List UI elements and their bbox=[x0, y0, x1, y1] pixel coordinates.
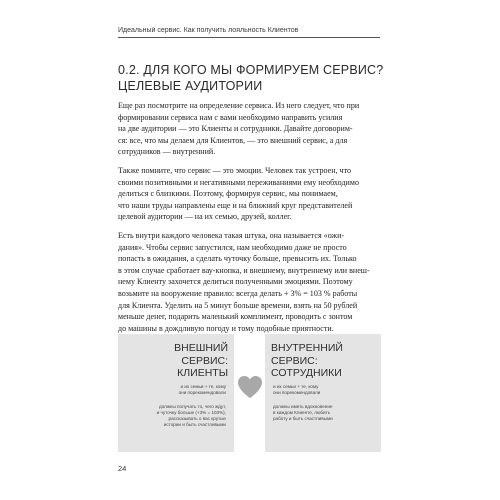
text-line: Есть внутри каждого человека такая штука, она называется «ожи- bbox=[118, 230, 345, 240]
text-line: сотрудников — внутренний. bbox=[118, 147, 216, 157]
panel-note-expectations bbox=[140, 404, 226, 428]
panel-note-audience bbox=[273, 384, 359, 396]
text-line: меньше денег, подарить маленький комплимент, проводить с зонтом bbox=[118, 312, 353, 322]
text-line: что наши труды направлены еще и на ближний круг представителей bbox=[118, 200, 353, 210]
panel-note-inspiration bbox=[273, 404, 359, 422]
text-line: в этом случае сработает вау-кнопка, и внешнему, внутреннему или внеш- bbox=[118, 265, 370, 275]
panel-title-line: СОТРУДНИКИ bbox=[271, 367, 342, 379]
body-text bbox=[118, 100, 380, 341]
text-line: Также помните, что сервис — это эмоции. Человек так устроен, что bbox=[118, 165, 352, 175]
panel-note-line: и их семьи + те, кому bbox=[180, 384, 226, 389]
text-line: ся: все, что мы делаем для Клиентов, — это внешний сервис, а для bbox=[118, 135, 348, 145]
panel-note-line: истории и быть счастливыми bbox=[163, 422, 226, 427]
internal-service-panel bbox=[265, 334, 381, 452]
panel-title-line: ВНЕШНИЙ bbox=[174, 342, 228, 354]
running-header: Идеальный сервис. Как получить лояльность Клиентов bbox=[118, 27, 299, 34]
section-title-line: ЦЕЛЕВЫЕ АУДИТОРИИ bbox=[118, 79, 263, 93]
paragraph bbox=[118, 230, 380, 334]
text-line: попасть в ожидания, а сделать чуточку больше, превысить их. Только bbox=[118, 254, 357, 264]
text-line: нему Клиенту захочется делиться полученными эмоциями. Поэтому bbox=[118, 277, 353, 287]
panel-title-line: СЕРВИС: bbox=[181, 354, 228, 367]
panel-note-line: они порекомендовали bbox=[178, 390, 226, 395]
panel-note-line: и их семьи + те, кому bbox=[273, 384, 319, 389]
panel-note-line: и чуточку больше (+3% = 103%), bbox=[156, 410, 226, 415]
text-line: дания». Чтобы сервис запустился, нам необходимо даже не просто bbox=[118, 242, 347, 252]
panel-note-line: в каждом Клиенте, любить bbox=[273, 410, 331, 415]
header-divider bbox=[118, 37, 380, 38]
text-line: до машины в дождливую погоду и тому подобные приятности. bbox=[118, 323, 334, 333]
panel-title-line: СЕРВИС: bbox=[271, 354, 318, 367]
panel-note-line: рассказывать о вас крутые bbox=[168, 416, 226, 421]
panel-note-line: они порекомендовали bbox=[273, 390, 321, 395]
text-line: делиться с близкими. Поэтому, формируя сервис, мы понимаем, bbox=[118, 189, 338, 199]
text-line: возьмите на вооружение правило: всегда делать + 3% = 103 % работы bbox=[118, 288, 358, 298]
panel-note-line: должны получать то, чего ждут, bbox=[159, 404, 226, 409]
paragraph bbox=[118, 165, 380, 223]
panel-title bbox=[271, 342, 375, 380]
panel-note-line: работу и быть счастливыми bbox=[273, 416, 333, 421]
text-line: целевой аудитории — на их семью, друзей, коллег. bbox=[118, 212, 292, 222]
text-line: формировании сервиса нам с вами необходимо направить усилия bbox=[118, 112, 343, 122]
text-line: на две аудитории — это Клиенты и сотрудники. Давайте договорим- bbox=[118, 124, 353, 134]
panel-note-line: должны иметь вдохновение bbox=[273, 404, 333, 409]
section-title bbox=[118, 62, 384, 94]
text-line: Еще раз посмотрите на определение сервиса. Из него следует, что при bbox=[118, 101, 360, 110]
heart-icon bbox=[237, 375, 263, 399]
section-title-line: 0.2. ДЛЯ КОГО МЫ ФОРМИРУЕМ СЕРВИС? bbox=[118, 63, 384, 77]
page-number: 24 bbox=[118, 464, 127, 473]
panel-title-line: ВНУТРЕННИЙ bbox=[271, 342, 343, 354]
paragraph bbox=[118, 100, 380, 158]
text-line: для Клиента. Уделить на 5 минут больше времени, взять на 50 рублей bbox=[118, 300, 358, 310]
text-line: своими позитивными и негативными переживаниями ему необходимо bbox=[118, 177, 359, 187]
panel-title-line: КЛИЕНТЫ bbox=[177, 367, 228, 379]
panel-title bbox=[124, 342, 228, 380]
external-service-panel bbox=[118, 334, 234, 452]
panel-note-audience bbox=[140, 384, 226, 396]
